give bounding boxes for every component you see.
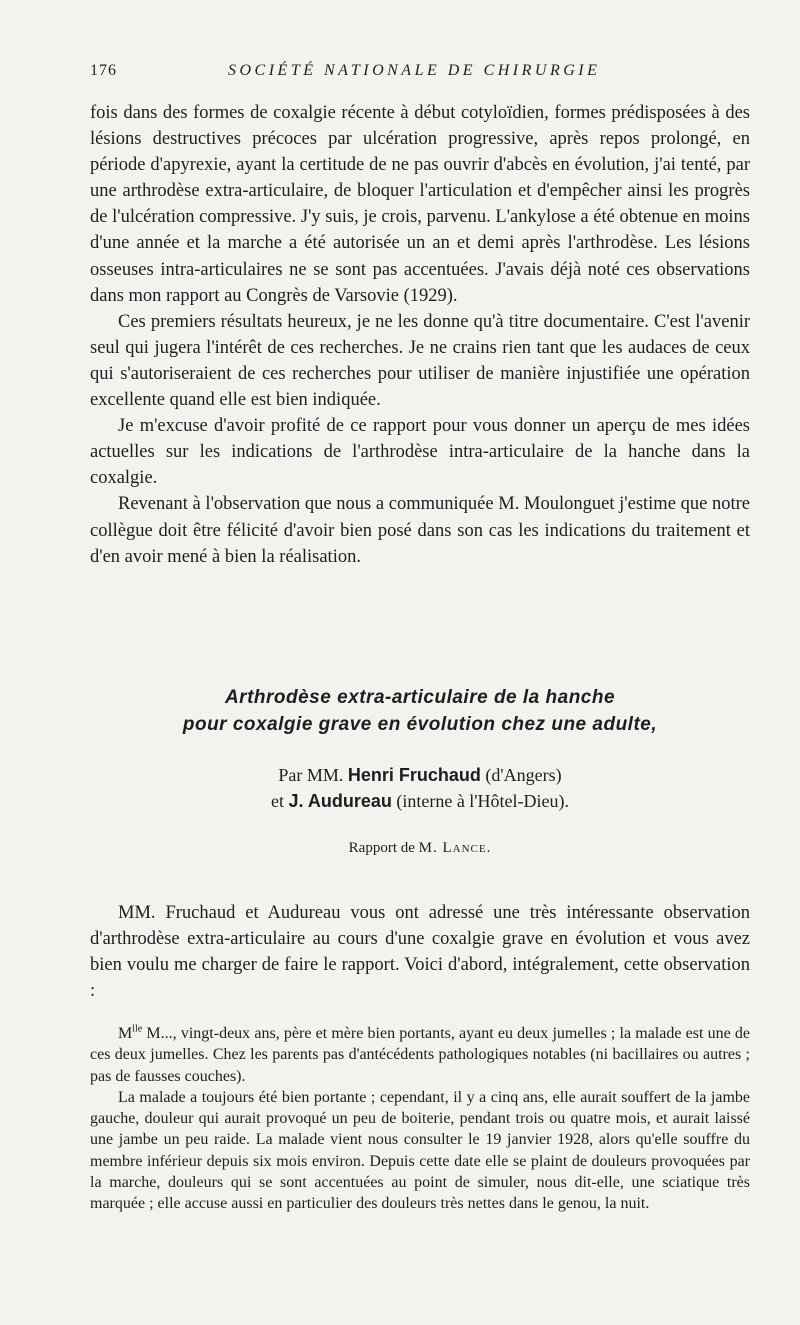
paragraph: Revenant à l'observation que nous a communiquée M. Moulonguet j'estime que notre collègue doit être félicité d'avoir bien posé dans son cas les indications du traitement et d'en avoir mené à bien la réalisation. — [90, 494, 750, 567]
article-authors — [90, 762, 750, 814]
author-name: Henri Fruchaud — [347, 765, 481, 785]
observation-text: M..., vingt-deux ans, père et mère bien portants, ayant eu deux jumelles ; la malade est une de ces deux jumelles. Chez les parents pas d'antécédents pathologiques notables (ni bacillaires ou autres ; pas de fausses couches). — [90, 1025, 750, 1085]
intro-paragraph: MM. Fruchaud et Audureau vous ont adressé une très intéressante observation d'arthrodèse extra-articulaire au cours d'une coxalgie grave en évolution et vous avez bien voulu me charger de faire le rapport. Voici d'abord, intégralement, cette observation : — [90, 903, 750, 1002]
intro-section — [90, 900, 750, 1004]
paragraph: Je m'excuse d'avoir profité de ce rapport pour vous donner un aperçu de mes idées actuelles sur les indications de l'arthrodèse intra-articulaire de la hanche dans la coxalgie. — [90, 416, 750, 489]
page-number: 176 — [90, 62, 117, 79]
salutation: M — [118, 1025, 133, 1042]
article-title-line-1: Arthrodèse extra-articulaire de la hanche — [224, 687, 616, 708]
continued-text — [90, 100, 750, 570]
by-label: Par MM. — [278, 765, 344, 785]
author-line-1 — [90, 762, 750, 788]
page-header — [0, 62, 800, 86]
report-byline — [90, 840, 750, 857]
observation-section — [90, 1023, 750, 1215]
observation-paragraph-2 — [90, 1087, 750, 1215]
salutation-superscript: lle — [132, 1023, 143, 1035]
observation-text: La malade a toujours été bien portante ; cependant, il y a cinq ans, elle aurait souffert de la jambe gauche, douleur qui aurait provoqué un peu de boiterie, pendant trois ou quatre mois, et aurait laissé une jambe un peu raide. La malade vient nous consulter le 19 janvier 1928, alors qu'elle souffre du membre inférieur depuis six mois environ. Depuis cette date elle se plaint de douleurs provoquées par la marche, douleurs qui se sont accentuées au point de simuler, nous dit-elle, une sciatique très marquée ; elle accuse aussi en particulier des douleurs très nettes dans le genou, la nuit. — [90, 1088, 750, 1213]
report-prefix: Rapport de — [348, 840, 415, 856]
paragraph: Ces premiers résultats heureux, je ne les donne qu'à titre documentaire. C'est l'avenir seul qui jugera l'intérêt de ces recherches. Je ne crains rien tant que les audaces de ceux qui s'autoriseraient de ces recherches pour utiliser de manière injustifiée une opération excellente quand elle est bien indiquée. — [90, 311, 750, 411]
running-title: SOCIÉTÉ NATIONALE DE CHIRURGIE — [228, 62, 601, 79]
paragraph-continued: fois dans des formes de coxalgie récente à début cotyloïdien, formes prédisposées à des lésions destructives précoces par ulcération progressive, après repos prolongé, en période d'apyrexie, ayant la certitude de ne pas ouvrir d'abcès en évolution, j'ai tenté, par une arthrodèse extra-articulaire, de bloquer l'articulation et d'empêcher ainsi les progrès de l'ulcération compressive. J'y suis, je crois, parvenu. L'ankylose a été obtenue en moins d'une année et la marche a été autorisée un an et demi après l'arthrodèse. Les lésions osseuses intra-articulaires ne se sont pas accentuées. J'avais déjà noté ces observations dans mon rapport au Congrès de Varsovie (1929). — [90, 103, 750, 306]
reporter-name: M. Lance. — [418, 840, 492, 856]
author-name: J. Audureau — [288, 791, 392, 811]
author-affiliation: (interne à l'Hôtel-Dieu). — [396, 791, 570, 811]
article-title — [90, 684, 750, 738]
and-label: et — [270, 791, 284, 811]
author-affiliation: (d'Angers) — [485, 765, 562, 785]
article-title-line-2: pour coxalgie grave en évolution chez une adulte, — [182, 714, 658, 735]
author-line-2 — [90, 788, 750, 814]
observation-paragraph-1 — [90, 1023, 750, 1087]
